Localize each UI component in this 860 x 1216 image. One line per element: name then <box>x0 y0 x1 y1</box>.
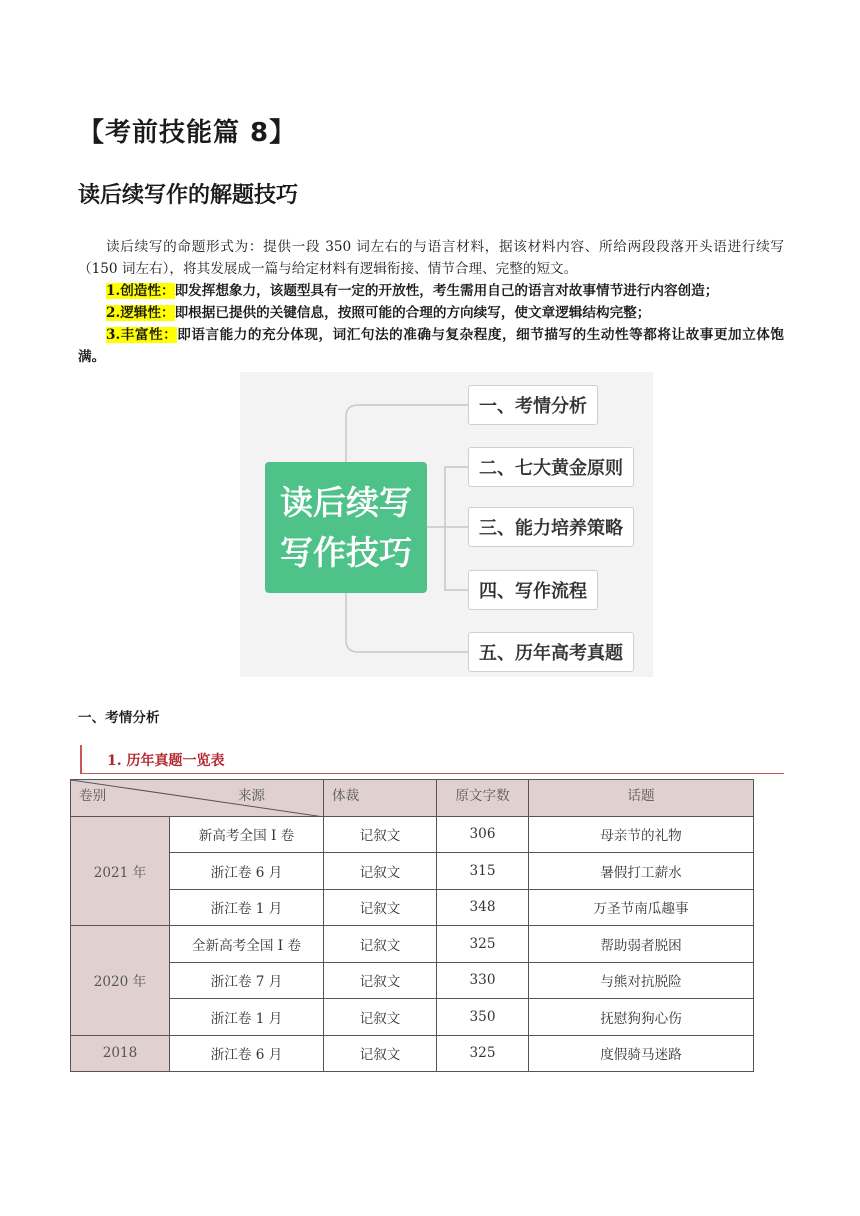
count-cell: 350 <box>437 999 529 1036</box>
topic-cell: 万圣节南瓜趣事 <box>529 889 754 926</box>
point-logic <box>78 302 784 324</box>
page-title: 【考前技能篇 8】 <box>78 118 297 148</box>
table-row <box>71 999 754 1036</box>
source-cell: 浙江卷 1 月 <box>170 999 324 1036</box>
count-cell: 325 <box>437 926 529 963</box>
mind-map-branch: 二、七大黄金原则 <box>468 447 634 487</box>
topic-cell: 度假骑马迷路 <box>529 1035 754 1072</box>
genre-cell: 记叙文 <box>324 1035 437 1072</box>
mind-map-center-line: 写作技巧 <box>280 532 412 572</box>
point-creativity <box>78 280 784 302</box>
point-text: 即根据已提供的关键信息，按照可能的合理的方向续写，使文章逻辑结构完整； <box>174 305 651 321</box>
header-laiyuan: 来源 <box>237 788 265 804</box>
header-ticai: 体裁 <box>324 780 437 817</box>
point-text: 即语言能力的充分体现，词汇句法的准确与复杂程度，细节描写的生动性等都将让故事更加立体饱满。 <box>78 327 784 365</box>
point-label: 3.丰富性： <box>106 327 178 343</box>
point-label: 1.创造性： <box>106 283 175 299</box>
genre-cell: 记叙文 <box>324 999 437 1036</box>
count-cell: 330 <box>437 962 529 999</box>
mind-map-branch: 一、考情分析 <box>468 385 598 425</box>
genre-cell: 记叙文 <box>324 962 437 999</box>
table-row <box>71 962 754 999</box>
table-title: 1. 历年真题一览表 <box>107 753 225 769</box>
table-header-row <box>71 780 754 817</box>
section-heading: 一、考情分析 <box>78 710 160 726</box>
table-row <box>71 816 754 853</box>
source-cell: 全新高考全国 I 卷 <box>170 926 324 963</box>
year-cell: 2021 年 <box>71 816 170 926</box>
intro-paragraph: 读后续写的命题形式为：提供一段 350 词左右的与语言材料，据该材料内容、所给两段段落开头语进行续写（150 词左右），将其发展成一篇与给定材料有逻辑衔接、情节合理、完整的短文。 <box>78 239 784 277</box>
source-cell: 浙江卷 6 月 <box>170 1035 324 1072</box>
table-row <box>71 1035 754 1072</box>
source-cell: 新高考全国 I 卷 <box>170 816 324 853</box>
diagonal-line <box>71 780 324 817</box>
mind-map-branch: 四、写作流程 <box>468 570 598 610</box>
mind-map <box>240 372 653 677</box>
topic-cell: 暑假打工薪水 <box>529 853 754 890</box>
count-cell: 306 <box>437 816 529 853</box>
genre-cell: 记叙文 <box>324 889 437 926</box>
count-cell: 315 <box>437 853 529 890</box>
header-juanbie: 卷别 <box>79 788 107 804</box>
mind-map-branch: 三、能力培养策略 <box>468 507 634 547</box>
mind-map-center <box>265 462 427 593</box>
genre-cell: 记叙文 <box>324 926 437 963</box>
mind-map-branch: 五、历年高考真题 <box>468 632 634 672</box>
genre-cell: 记叙文 <box>324 816 437 853</box>
header-diagonal-cell <box>71 780 324 817</box>
genre-cell: 记叙文 <box>324 853 437 890</box>
source-cell: 浙江卷 6 月 <box>170 853 324 890</box>
article-title: 读后续写作的解题技巧 <box>78 183 299 208</box>
topic-cell: 母亲节的礼物 <box>529 816 754 853</box>
year-cell: 2018 <box>71 1035 170 1072</box>
topic-cell: 与熊对抗脱险 <box>529 962 754 999</box>
table-row <box>71 926 754 963</box>
topic-cell: 帮助弱者脱困 <box>529 926 754 963</box>
header-zishu: 原文字数 <box>437 780 529 817</box>
point-label: 2.逻辑性： <box>106 305 175 321</box>
year-cell: 2020 年 <box>71 926 170 1036</box>
point-text: 即发挥想象力，该题型具有一定的开放性，考生需用自己的语言对故事情节进行内容创造； <box>174 283 719 299</box>
count-cell: 348 <box>437 889 529 926</box>
exam-table <box>70 779 754 1072</box>
point-richness <box>78 324 784 368</box>
source-cell: 浙江卷 1 月 <box>170 889 324 926</box>
source-cell: 浙江卷 7 月 <box>170 962 324 999</box>
topic-cell: 抚慰狗狗心伤 <box>529 999 754 1036</box>
table-row <box>71 889 754 926</box>
count-cell: 325 <box>437 1035 529 1072</box>
table-row <box>71 853 754 890</box>
header-huati: 话题 <box>529 780 754 817</box>
mind-map-center-line: 读后续写 <box>280 482 412 522</box>
